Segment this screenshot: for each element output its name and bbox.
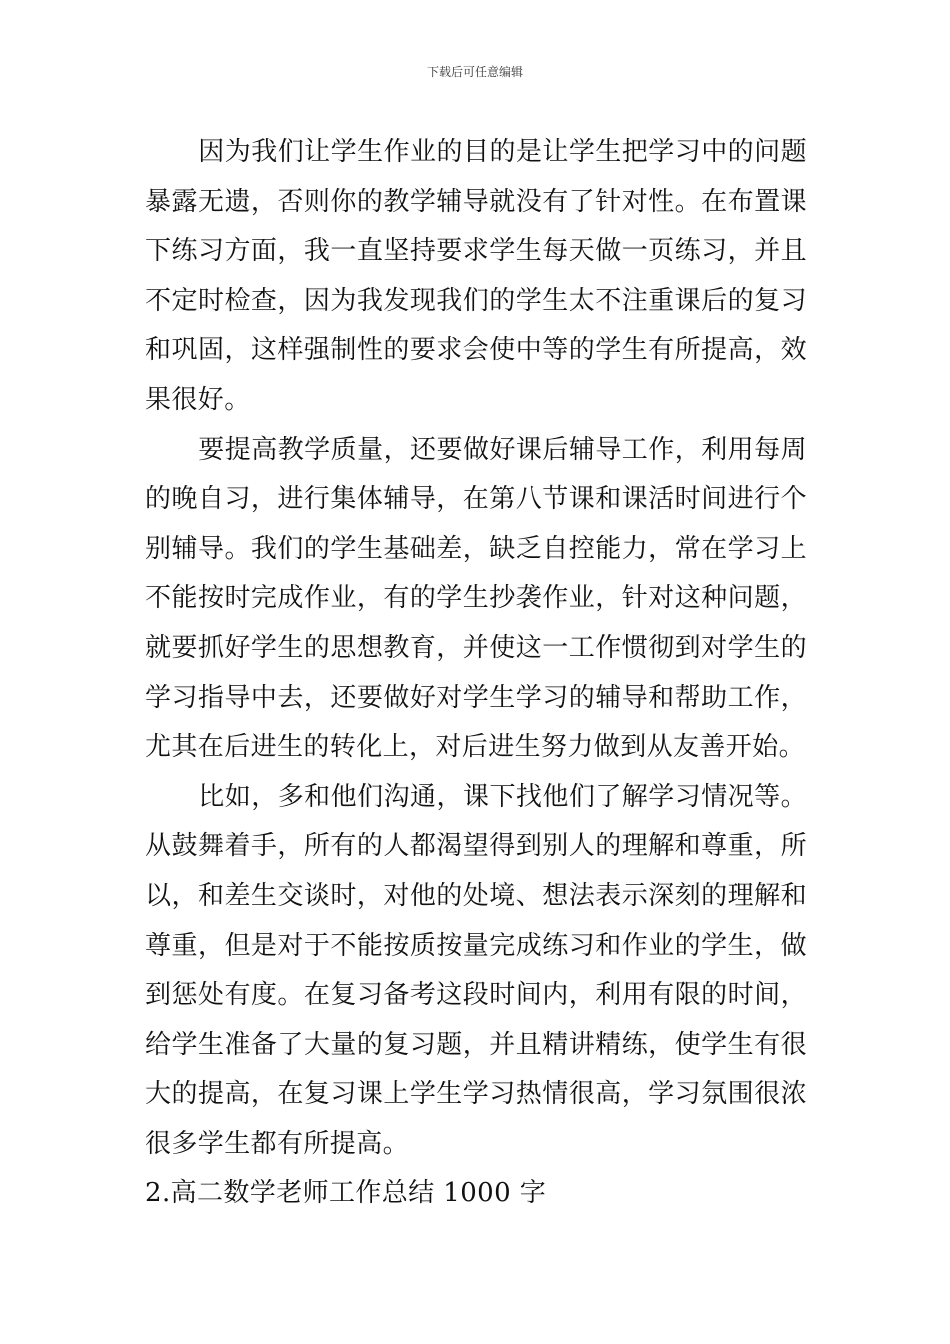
header-note: 下载后可任意编辑 [426,65,523,79]
paragraph-communication: 比如，多和他们沟通，课下找他们了解学习情况等。从鼓舞着手，所有的人都渴望得到别人的理解和尊重，所以，和差生交谈时，对他的处境、想法表示深刻的理解和尊重，但是对于不能按质按量完成练习和作业的学生，做到惩处有度。在复习备考这段时间内，利用有限的时间，给学生准备了大量的复习题，并且精讲精练，使学生有很大的提高，在复习课上学生学习热情很高，学习氛围很浓很多学生都有所提高。 [145,781,807,1159]
paragraph-homework-purpose: 因为我们让学生作业的目的是让学生把学习中的问题暴露无遗，否则你的教学辅导就没有了针对性。在布置课下练习方面，我一直坚持要求学生每天做一页练习，并且不定时检查，因为我发现我们的学生太不注重课后的复习和巩固，这样强制性的要求会使中等的学生有所提高，效果很好。 [145,137,807,415]
section-heading: 2.高二数学老师工作总结 1000 字 [145,1178,547,1209]
paragraph-after-class-tutoring: 要提高教学质量，还要做好课后辅导工作，利用每周的晚自习，进行集体辅导，在第八节课和课活时间进行个别辅导。我们的学生基础差，缺乏自控能力，常在学习上不能按时完成作业，有的学生抄袭作业，针对这种问题，就要抓好学生的思想教育，并使这一工作惯彻到对学生的学习指导中去，还要做好对学生学习的辅导和帮助工作，尤其在后进生的转化上，对后进生努力做到从友善开始。 [145,434,807,763]
document-body [145,128,807,1219]
